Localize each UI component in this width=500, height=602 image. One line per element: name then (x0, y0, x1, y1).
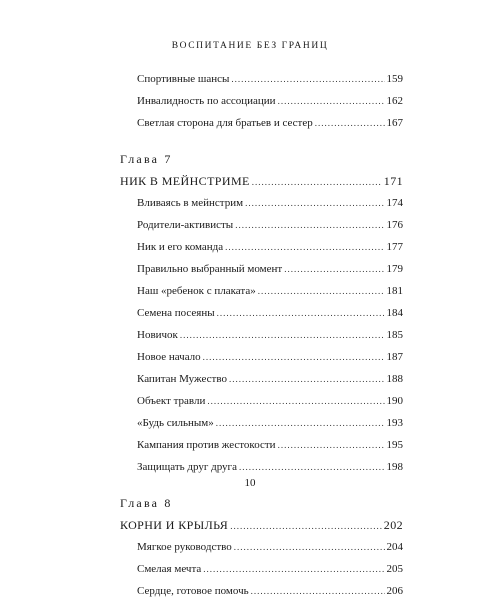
chapter-7-part-title (120, 170, 403, 192)
toc-entry-title: Мягкое руководство (137, 541, 232, 553)
toc-entry (120, 346, 403, 368)
toc-leader (258, 280, 385, 302)
toc-entry (120, 390, 403, 412)
toc-entry (120, 112, 403, 134)
toc-leader (203, 558, 384, 580)
toc-entry-title: Объект травли (137, 395, 206, 407)
toc-leader (225, 236, 384, 258)
toc-entry-page: 195 (386, 439, 403, 451)
toc-entry (120, 192, 403, 214)
toc-entry-title: Сердце, готовое помочь (137, 585, 249, 597)
part-title-text: КОРНИ И КРЫЛЬЯ (120, 518, 229, 532)
toc-entry-page: 206 (386, 585, 403, 597)
part-title-text: НИК В МЕЙНСТРИМЕ (120, 174, 250, 188)
chapter-8-part-title (120, 514, 403, 536)
toc-entry-title: «Будь сильным» (137, 417, 214, 429)
chapter-8-heading: Глава 8 (120, 496, 173, 510)
toc-entry-title: Защищать друг друга (137, 461, 237, 473)
toc-leader (284, 258, 384, 280)
toc-entry-page: 204 (386, 541, 403, 553)
toc-leader (252, 171, 382, 193)
toc-entry-page: 159 (386, 73, 403, 85)
toc-entry-title: Новичок (137, 329, 178, 341)
toc-entry-page: 187 (386, 351, 403, 363)
toc-leader (251, 580, 385, 602)
toc-entry-page: 179 (386, 263, 403, 275)
toc-entry (120, 280, 403, 302)
toc-leader (231, 68, 384, 90)
toc-entry-page: 174 (386, 197, 403, 209)
toc-entry-page: 185 (386, 329, 403, 341)
toc-entry-title: Родители-активисты (137, 219, 234, 231)
toc-entry-page: 193 (386, 417, 403, 429)
toc-entry-title: Инвалидность по ассоциации (137, 95, 276, 107)
toc-leader (230, 515, 382, 537)
toc-entry-page: 167 (386, 117, 403, 129)
toc-entry (120, 456, 403, 478)
toc-entry-title: Правильно выбранный момент (137, 263, 283, 275)
toc-entry-page: 184 (386, 307, 403, 319)
toc-entry-page: 198 (386, 461, 403, 473)
toc-entry (120, 536, 403, 558)
toc-entry-title: Вливаясь в мейнстрим (137, 197, 244, 209)
toc-entry (120, 90, 403, 112)
toc-entry-page: 162 (386, 95, 403, 107)
toc-leader (239, 456, 385, 478)
toc-leader (278, 434, 385, 456)
part-title-page: 171 (383, 174, 403, 188)
toc-entry-title: Смелая мечта (137, 563, 202, 575)
chapter-7-entries (120, 192, 403, 478)
toc-entry-page: 181 (386, 285, 403, 297)
table-of-contents (120, 68, 403, 602)
top-entries (120, 68, 403, 134)
toc-entry-title: Ник и его команда (137, 241, 224, 253)
toc-entry-page: 176 (386, 219, 403, 231)
toc-entry (120, 258, 403, 280)
toc-entry (120, 580, 403, 602)
toc-entry (120, 324, 403, 346)
toc-entry-title: Спортивные шансы (137, 73, 230, 85)
toc-leader (278, 90, 385, 112)
toc-entry-page: 190 (386, 395, 403, 407)
page-number: 10 (244, 477, 256, 489)
toc-entry (120, 558, 403, 580)
toc-entry-title: Семена посеяны (137, 307, 215, 319)
toc-entry (120, 412, 403, 434)
toc-leader (229, 368, 385, 390)
running-head: ВОСПИТАНИЕ БЕЗ ГРАНИЦ (171, 41, 329, 51)
toc-leader (315, 112, 385, 134)
chapter-8-entries (120, 536, 403, 602)
toc-entry (120, 368, 403, 390)
toc-entry-title: Кампания против жестокости (137, 439, 276, 451)
toc-entry-page: 177 (386, 241, 403, 253)
toc-entry-page: 205 (386, 563, 403, 575)
toc-entry-title: Новое начало (137, 351, 201, 363)
toc-entry-title: Наш «ребенок с плаката» (137, 285, 256, 297)
toc-entry (120, 214, 403, 236)
toc-entry (120, 434, 403, 456)
toc-entry (120, 68, 403, 90)
toc-entry-title: Светлая сторона для братьев и сестер (137, 117, 313, 129)
toc-leader (207, 390, 384, 412)
toc-leader (203, 346, 385, 368)
toc-leader (217, 302, 385, 324)
toc-leader (245, 192, 384, 214)
toc-entry (120, 236, 403, 258)
toc-entry-page: 188 (386, 373, 403, 385)
part-title-page: 202 (383, 518, 403, 532)
chapter-7-heading: Глава 7 (120, 152, 173, 166)
toc-leader (234, 536, 385, 558)
toc-leader (216, 412, 385, 434)
toc-leader (180, 324, 385, 346)
toc-leader (235, 214, 384, 236)
toc-entry-title: Капитан Мужество (137, 373, 227, 385)
toc-entry (120, 302, 403, 324)
